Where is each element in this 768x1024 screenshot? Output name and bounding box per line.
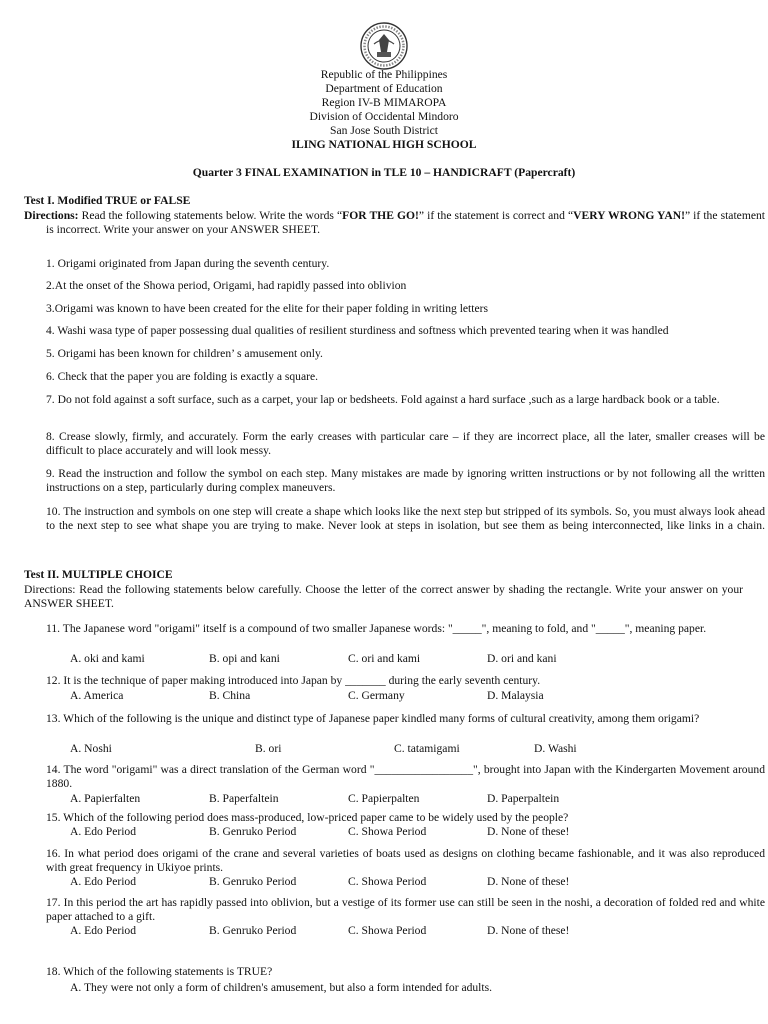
choice-c: C. tatamigami — [394, 742, 460, 755]
choice-c: C. Papierpalten — [348, 792, 420, 805]
section-title: Test II. MULTIPLE CHOICE — [24, 568, 173, 581]
mc-choices — [24, 652, 743, 666]
mc-choices — [24, 689, 743, 703]
mc-choices — [24, 924, 743, 938]
tf-item: 10. The instruction and symbols on one step will create a shape which looks like the next step but stripped of its symbols. So, you must always look ahead to the next step to see what shape you are trying to make. Never look at steps in isolation, but see them as being interconnected, like links in a chain. — [46, 505, 765, 532]
choice-a: A. Edo Period — [70, 825, 137, 838]
mc-question: 16. In what period does origami of the crane and several varieties of boats used as designs on clothing became fashionable, and it was also reproduced with great frequency in Ukiyoe prints. — [46, 847, 765, 874]
directions-text: ” if the statement is incorrect. Write your answer on your ANSWER SHEET. — [46, 209, 765, 236]
choice-d: D. None of these! — [487, 825, 570, 838]
test2-directions: Directions: Read the following statements below carefully. Choose the letter of the correct answer by shading the rectangle. Write your answer on your ANSWER SHEET. — [24, 583, 743, 610]
choice-b: B. Genruko Period — [209, 924, 297, 937]
header-line: Region IV-B MIMAROPA — [321, 96, 447, 109]
choice-c: C. Showa Period — [348, 825, 427, 838]
choice-a: A. They were not only a form of children's amusement, but also a form intended for adults. — [70, 981, 493, 994]
section-title: Test I. Modified TRUE or FALSE — [24, 194, 191, 207]
directions-text: Read the following statements below. Write the words “ — [78, 209, 343, 222]
choice-d: D. ori and kani — [487, 652, 557, 665]
test2-title — [24, 568, 743, 582]
mc-question: 11. The Japanese word "origami" itself is a compound of two smaller Japanese words: "_____", meaning to fold, and "_____", meaning paper. — [46, 622, 707, 635]
school-name: ILING NATIONAL HIGH SCHOOL — [291, 138, 477, 151]
choice-b: B. ori — [255, 742, 282, 755]
choice-d: D. None of these! — [487, 875, 570, 888]
tf-item: 9. Read the instruction and follow the symbol on each step. Many mistakes are made by ignoring written instructions or by not following all the written instructions on a step, particularly during complex maneuvers. — [46, 467, 765, 494]
tf-item: 8. Crease slowly, firmly, and accurately. Form the early creases with particular care – if they are incorrect place, all the later, smaller creases will be difficult to place accurately and will look messy. — [46, 430, 765, 457]
mc-choices — [24, 981, 743, 995]
choice-d: D. None of these! — [487, 924, 570, 937]
choice-a: A. Edo Period — [70, 924, 137, 937]
tf-item: 2.At the onset of the Showa period, Origami, had rapidly passed into oblivion — [46, 279, 407, 292]
choice-c: C. Showa Period — [348, 924, 427, 937]
choice-b: B. Genruko Period — [209, 875, 297, 888]
mc-choices — [24, 742, 743, 756]
mc-choices — [24, 825, 743, 839]
mc-question: 12. It is the technique of paper making introduced into Japan by _______ during the early seventh century. — [46, 674, 541, 687]
header-line: Republic of the Philippines — [320, 68, 448, 81]
choice-d: D. Malaysia — [487, 689, 544, 702]
choice-a: A. oki and kami — [70, 652, 145, 665]
choice-a: A. Edo Period — [70, 875, 137, 888]
choice-a: A. Noshi — [70, 742, 112, 755]
tf-item: 3.Origami was known to have been created for the elite for their paper folding in writing letters — [46, 302, 489, 315]
mc-question: 18. Which of the following statements is TRUE? — [46, 965, 273, 978]
deped-seal-icon — [360, 22, 408, 70]
test1-directions — [24, 209, 765, 237]
mc-choices — [24, 792, 743, 806]
choice-b: B. Genruko Period — [209, 825, 297, 838]
choice-b: B. China — [209, 689, 251, 702]
directions-text: ” if the statement is correct and “ — [418, 209, 574, 222]
header-line: San Jose South District — [330, 124, 438, 137]
tf-item: 7. Do not fold against a soft surface, such as a carpet, your lap or bedsheets. Fold against a hard surface ,such as a large hardback book or a table. — [46, 393, 720, 406]
choice-d: D. Paperpaltein — [487, 792, 560, 805]
letterhead — [0, 68, 768, 152]
exam-title: Quarter 3 FINAL EXAMINATION in TLE 10 – HANDICRAFT (Papercraft) — [192, 166, 576, 179]
choice-d: D. Washi — [534, 742, 577, 755]
choice-c: C. Showa Period — [348, 875, 427, 888]
choice-c: C. ori and kami — [348, 652, 421, 665]
choice-a: A. America — [70, 689, 124, 702]
header-line: Department of Education — [325, 82, 443, 95]
tf-item: 5. Origami has been known for children’ s amusement only. — [46, 347, 323, 360]
test1-title — [24, 194, 743, 208]
choice-a: A. Papierfalten — [70, 792, 141, 805]
directions-label: Directions: — [24, 209, 79, 222]
mc-choices — [24, 875, 743, 889]
choice-c: C. Germany — [348, 689, 405, 702]
tf-item: 4. Washi wasa type of paper possessing dual qualities of resilient sturdiness and softness which prevented tearing when it was handled — [46, 324, 669, 337]
mc-question: 17. In this period the art has rapidly passed into oblivion, but a vestige of its former use can still be seen in the noshi, a decoration of folded red and white paper attached to a gift. — [46, 896, 765, 923]
mc-question: 14. The word "origami" was a direct translation of the German word "_________________", brought into Japan with the Kindergarten Movement around 1880. — [46, 763, 765, 790]
tf-item: 1. Origami originated from Japan during the seventh century. — [46, 257, 330, 270]
mc-question: 15. Which of the following period does mass-produced, low-priced paper came to be widely used by the people? — [46, 811, 569, 824]
answer-true-keyword: FOR THE GO! — [342, 209, 419, 222]
choice-b: B. opi and kani — [209, 652, 280, 665]
header-line: Division of Occidental Mindoro — [309, 110, 459, 123]
tf-item: 6. Check that the paper you are folding is exactly a square. — [46, 370, 319, 383]
mc-question: 13. Which of the following is the unique and distinct type of Japanese paper kindled many forms of cultural creativity, among them origami? — [46, 712, 700, 725]
answer-false-keyword: VERY WRONG YAN! — [573, 209, 685, 222]
choice-b: B. Paperfaltein — [209, 792, 279, 805]
